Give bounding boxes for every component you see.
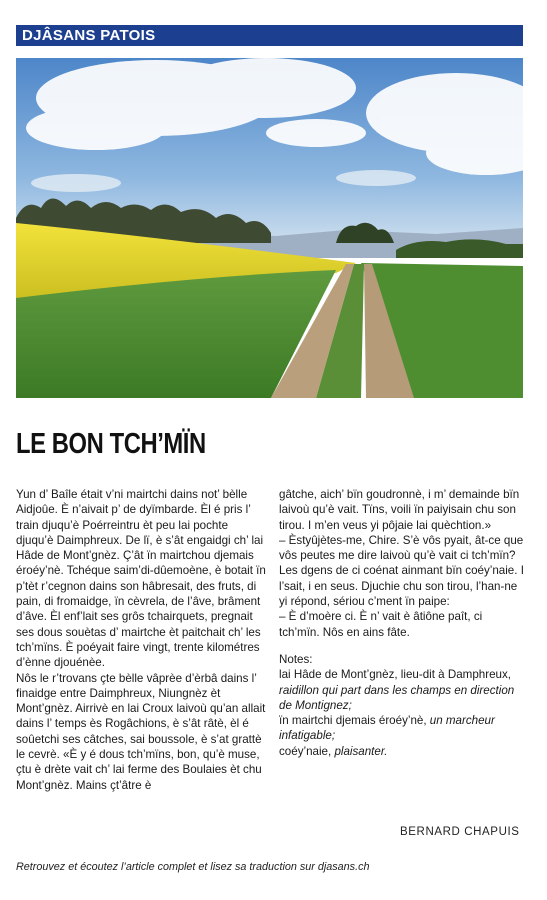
note-item: [279, 744, 524, 759]
author-byline: BERNARD CHAPUIS: [400, 826, 520, 838]
note-gloss: plaisanter.: [334, 744, 388, 758]
article-column-left: [16, 487, 268, 793]
paragraph: – È d’moère ci. È n’ vait è âtiône paît, ci tch’mïn. Nôs en ains fâte.: [279, 610, 483, 639]
note-gloss: un marcheur infatigable;: [279, 714, 495, 743]
paragraph: Nôs le r’trovans çte bèlle vâprèe d’èrbâ dains l’ finaidge entre Daimphreux, Niungnèz èt Mont’gnèz. Airrivè en lai Croux laivoù qu’an allait dains l’ temps ès Rogâchions, è s’ât râtè, èl é soûetchi ses câtches, sai boussole, è s’at grattè le cevrè. «È y é dous tch’mïns, bon, qu’è muse, çtu è drète vait ch’ lai ferme des Boulaies èt chu Mont’gnèz. Mains çt’âtre è: [16, 671, 266, 792]
note-gloss: raidillon qui part dans les champs en direction de Montignez;: [279, 683, 515, 712]
note-term: coéy’naie,: [279, 744, 335, 758]
paragraph: Les dgens de ci coénat ainmant bïn coéy’naie. I l’sait, i en seus. Djuchie chu son tirou, l’han-ne yi répond, sériou c’ment ïn paipe:: [279, 564, 524, 609]
notes-heading: Notes:: [279, 652, 313, 666]
section-banner: DJÂSANS PATOIS: [16, 25, 523, 46]
article-column-right: [279, 487, 524, 759]
note-item: [279, 713, 524, 744]
note-item: [279, 667, 524, 713]
note-term: lai Hâde de Mont’gnèz, lieu-dit à Damphreux,: [279, 668, 511, 682]
paragraph: Yun d’ Baîle était v’ni mairtchi dains not’ bèlle Aidjoûe. È n’aivait p’ de dyïmbarde. Èl é pris l’ train djuqu’è Poérreintru èt peu lai pochte djuqu’è Daimphreux. De lï, è s’ât engaidgi ch’ lai Hâde de Mont’gnèz. Ç’ât ïn mairtchou djemais éroéy’nè. Tchéque saim’di-dûemoène, è botait ïn p’tèt r’cegnon dains son hâbresait, des fruts, di pain, di fromaidge, ïn cèvrela, de l’âve, brâment d’âve. Èl enf’lait ses grôs tchairquets, pregnait ses dous souètas d’ mairtche èt paitchait ch’ les tch’mïns. È poéyait faire vingt, trente kilométres d’ènne djouénèe.: [16, 488, 266, 670]
landscape-photo: [16, 58, 523, 398]
footer-note: Retrouvez et écoutez l’article complet et lisez sa traduction sur djasans.ch: [16, 861, 370, 873]
article-title: LE BON TCH’MÏN: [16, 428, 206, 460]
paragraph: – Èstyûjètes-me, Chire. S’è vôs pyait, ât-ce que vôs peutes me dire laivoù qu’è vait ci tch’mïn?: [279, 533, 524, 563]
note-term: ïn mairtchi djemais éroéy’nè,: [279, 714, 430, 728]
paragraph: gâtche, aich’ bïn goudronnè, i m’ demainde bïn laivoù qu’è vait. Tïns, voili ïn paiyisain chu son tirou. I m’en veus yi pôjaie lai quèchtion.»: [279, 488, 520, 532]
